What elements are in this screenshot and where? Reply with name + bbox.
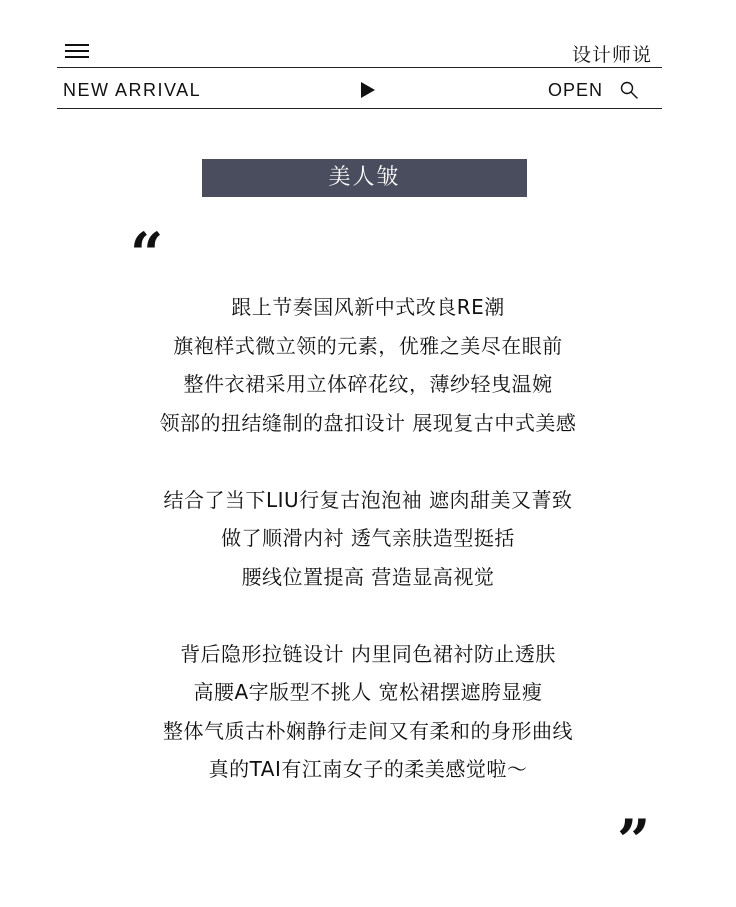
product-title-banner: 美人皱 xyxy=(202,159,527,197)
description-line: 旗袍样式微立领的元素，优雅之美尽在眼前 xyxy=(173,333,563,358)
close-quote-mark: ” xyxy=(617,807,651,875)
description-line: 整体气质古朴娴静行走间又有柔和的身形曲线 xyxy=(163,718,573,743)
description-line: 做了顺滑内衬 透气亲肤造型挺括 xyxy=(221,526,515,550)
description-line: 高腰A字版型不挑人 宽松裙摆遮胯显瘦 xyxy=(193,680,543,704)
new-arrival-label[interactable]: NEW ARRIVAL xyxy=(63,80,202,100)
paragraph-gap xyxy=(0,442,736,481)
top-divider xyxy=(57,67,662,68)
description-line: 背后隐形拉链设计 内里同色裙衬防止透肤 xyxy=(180,641,556,666)
designer-says-title: 设计师说 xyxy=(571,44,652,66)
description-line: 结合了当下LIU行复古泡泡袖 遮肉甜美又菁致 xyxy=(163,487,573,512)
description-line: 真的TAI有江南女子的柔美感觉啦～ xyxy=(208,757,528,781)
nav-divider xyxy=(57,108,662,109)
search-icon[interactable] xyxy=(620,81,638,99)
play-icon[interactable] xyxy=(361,82,375,98)
paragraph-gap xyxy=(0,596,736,635)
description-line: 跟上节奏国风新中式改良RE潮 xyxy=(231,295,505,319)
description-line: 整件衣裙采用立体碎花纹，薄纱轻曳温婉 xyxy=(183,372,553,396)
description-line: 腰线位置提高 营造显高视觉 xyxy=(241,564,495,589)
description-text xyxy=(0,288,736,789)
description-line: 领部的扭结缝制的盘扣设计 展现复古中式美感 xyxy=(159,410,577,435)
open-quote-mark: “ xyxy=(130,220,164,288)
hamburger-menu-icon[interactable] xyxy=(65,44,89,58)
open-link[interactable]: OPEN xyxy=(548,80,604,100)
